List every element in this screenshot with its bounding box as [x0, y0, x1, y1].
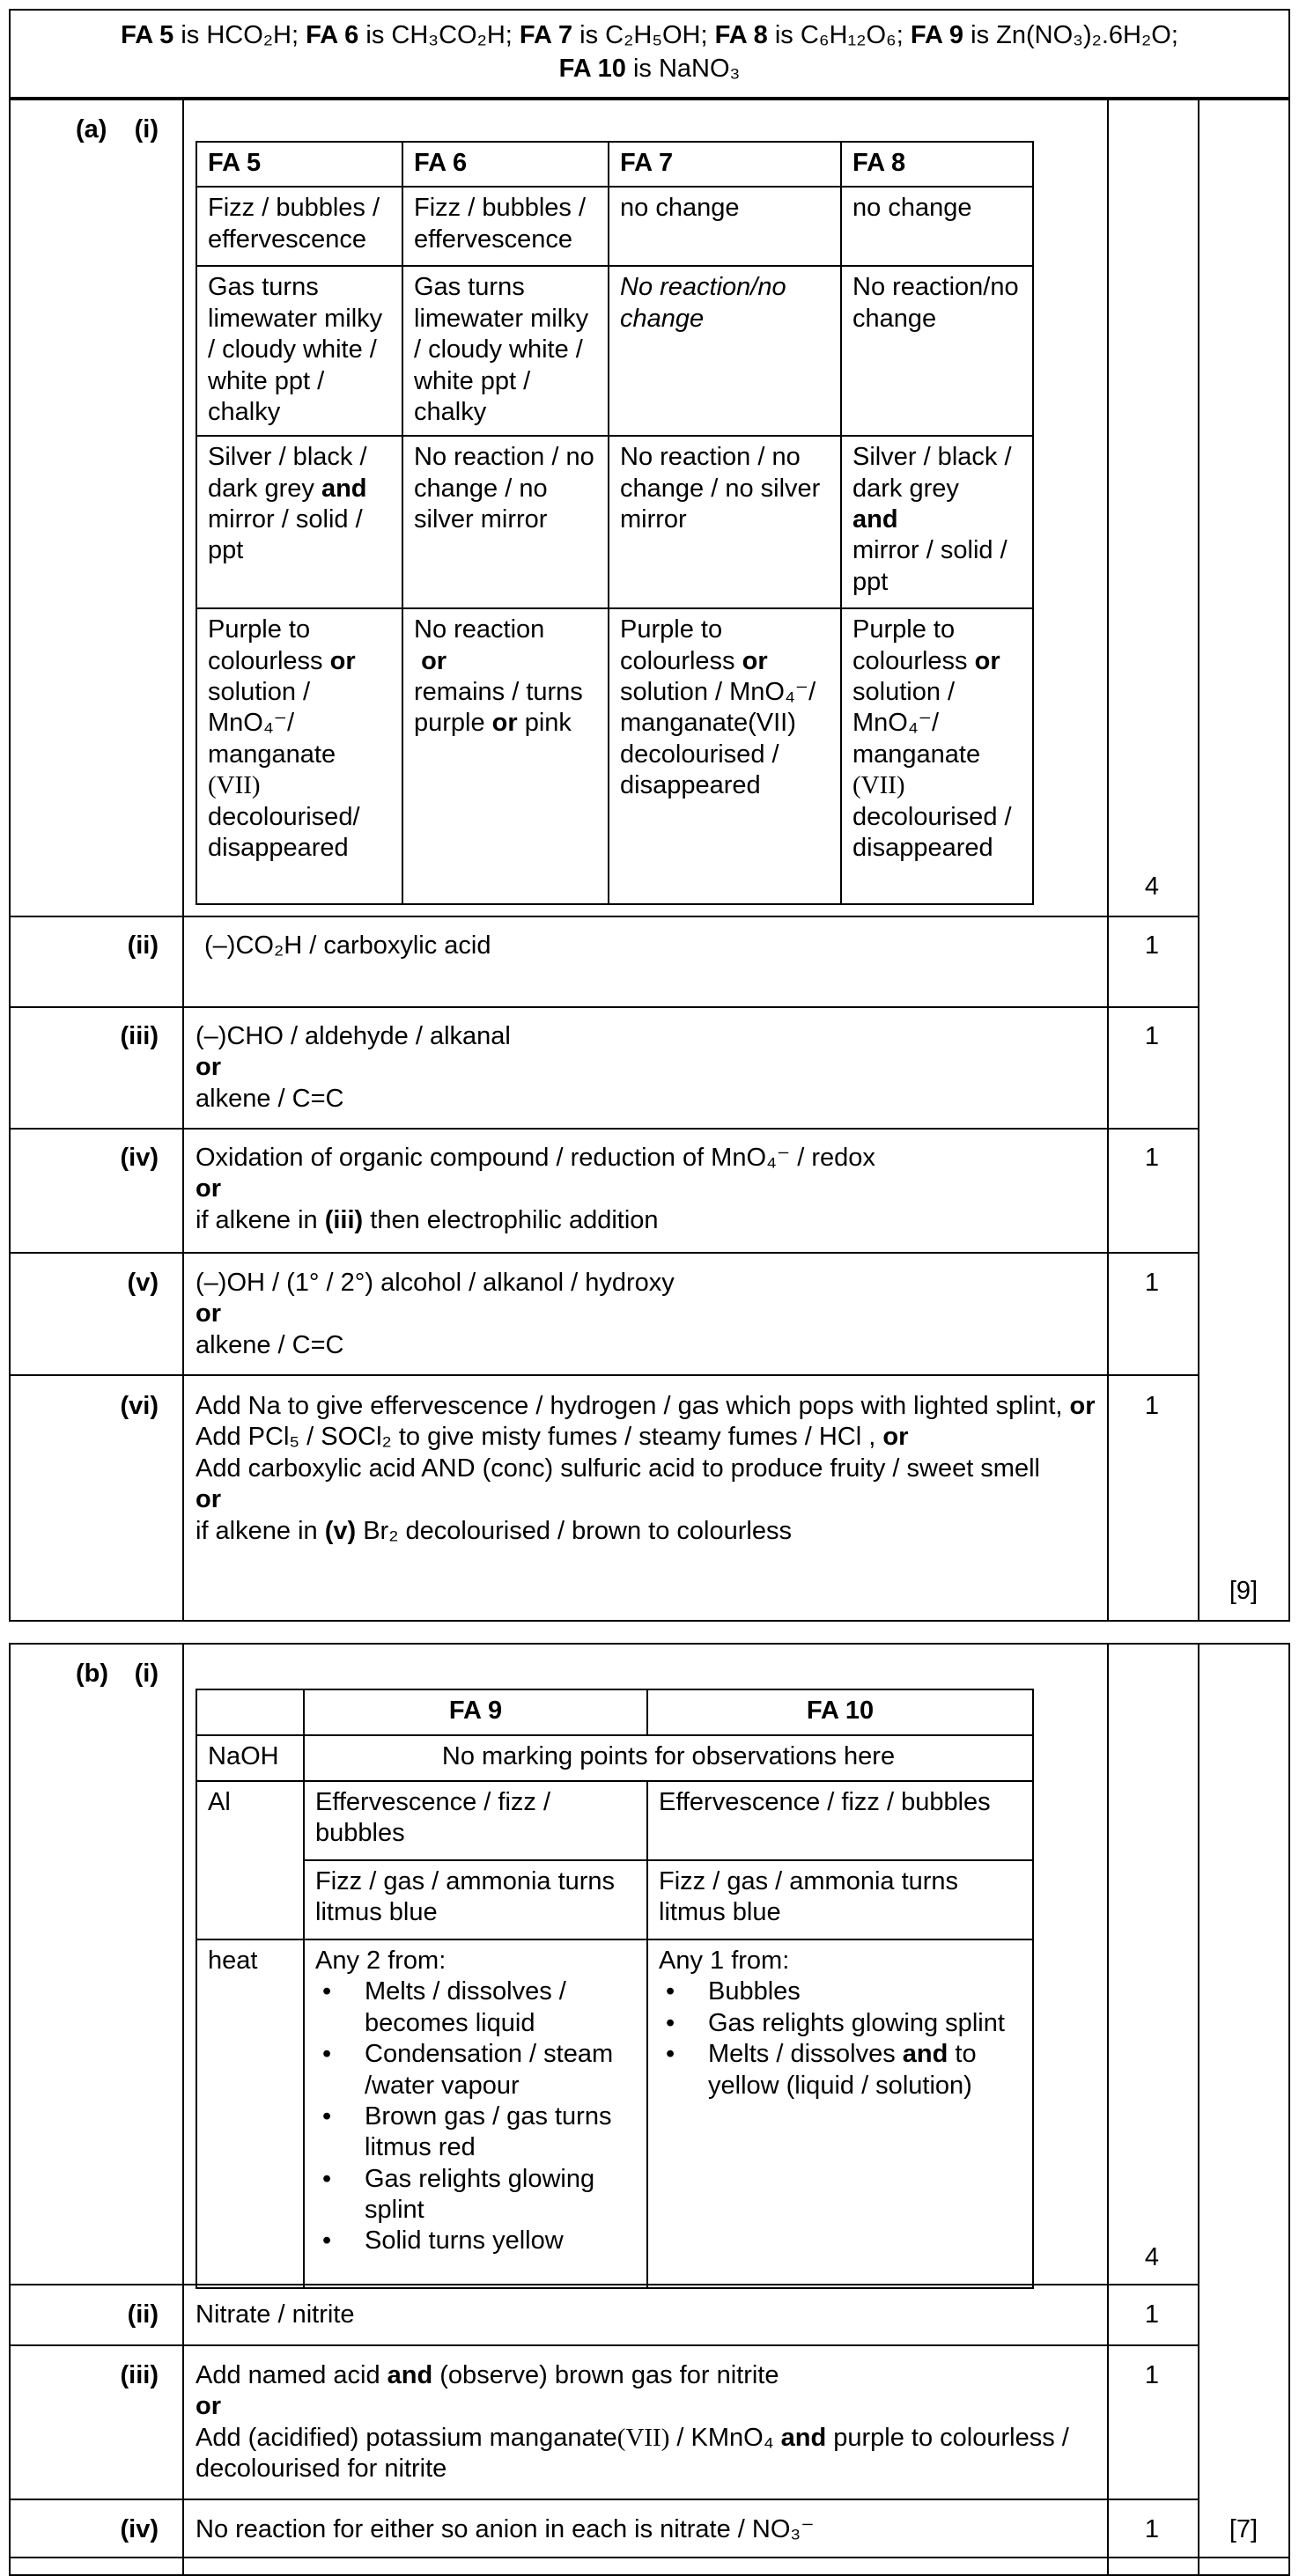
part-b-iv-answer: No reaction for either so anion in each is nitrate / NO₃⁻: [196, 2515, 815, 2543]
part-a-vi-label: (vi): [120, 1392, 159, 1420]
row-header-heat: heat: [196, 1939, 304, 2288]
list-item: • Gas relights glowing splint: [659, 2008, 1022, 2039]
heat-fa10-list: [659, 1976, 1022, 2101]
table-row: [196, 436, 1033, 608]
part-b-iii-mark: 1: [1144, 2361, 1160, 2389]
part-a-divider-total: [1198, 99, 1199, 1622]
table-cell: Any 1 from: • Bubbles • Gas relights glowing splint • Melts / dissolves and to yellow (liquid / solution): [647, 1939, 1033, 2288]
part-b-iv-mark: 1: [1144, 2515, 1160, 2543]
table-cell: No marking points for observations here: [304, 1735, 1033, 1781]
part-b-divider-mark: [1107, 1643, 1109, 2576]
table-cell: Fizz / bubbles / effervescence: [196, 187, 402, 266]
table-cell: Silver / black / dark grey and mirror / solid / ppt: [841, 436, 1033, 608]
table-cell: No reaction / no change / no silver mirror: [609, 436, 841, 608]
table-cell: Silver / black / dark grey and mirror / solid / ppt: [196, 436, 402, 608]
part-a-iii-answer: (–)CHO / aldehyde / alkanal or alkene / C=C: [196, 1022, 511, 1113]
fa8-label: FA 8: [714, 21, 768, 49]
table-cell: Effervescence / fizz / bubbles: [304, 1781, 647, 1860]
table-row: [196, 1735, 1033, 1781]
part-a-row-sep: [9, 1374, 1199, 1376]
list-item: • Melts / dissolves and to yellow (liquid / solution): [659, 2039, 1022, 2101]
part-a-i-label: (i): [134, 115, 159, 144]
part-a-vi-answer: Add Na to give effervescence / hydrogen / gas which pops with lighted splint, or Add PCl₅ / SOCl₂ to give misty fumes / steamy fumes / HCl , or Add carboxylic acid AND (conc) sulfuric acid to produce fruity / sweet smell or if alkene in (v) Br₂ decolourised / brown to colourless: [196, 1392, 1096, 1545]
table-header-row: [196, 142, 1033, 187]
table-cell: Gas turns limewater milky / cloudy white / white ppt / chalky: [402, 266, 609, 436]
part-a-total-mark: [9]: [1229, 1577, 1258, 1605]
part-a-iv-mark: 1: [1144, 1144, 1160, 1172]
part-a-iv-label: (iv): [120, 1144, 159, 1172]
fa5-label: FA 5: [121, 21, 174, 49]
part-a-ii-answer: (–)CO₂H / carboxylic acid: [204, 931, 491, 960]
table-cell: Fizz / gas / ammonia turns litmus blue: [304, 1860, 647, 1939]
part-b-label: (b): [76, 1660, 109, 1688]
list-item: • Brown gas / gas turns litmus red: [315, 2101, 636, 2164]
col-header-fa10: FA 10: [647, 1689, 1033, 1735]
table-cell: No reaction/no change: [609, 266, 841, 436]
part-b-iii-label: (iii): [120, 2361, 159, 2389]
col-header-fa7: FA 7: [609, 142, 841, 187]
list-item: • Solid turns yellow: [315, 2226, 636, 2256]
fa5-formula: HCO₂H: [206, 21, 292, 49]
list-item: • Bubbles: [659, 1976, 1022, 2007]
part-b-iii-answer: Add named acid and (observe) brown gas for nitrite or Add (acidified) potassium manganate(VII) / KMnO₄ and purple to colourless / decolourised for nitrite: [196, 2361, 1069, 2484]
table-row: [196, 1860, 1033, 1939]
table-cell: Effervescence / fizz / bubbles: [647, 1781, 1033, 1860]
table-row: [196, 187, 1033, 266]
fa9-formula: Zn(NO₃)₂.6H₂O: [996, 21, 1171, 49]
row-header-al: Al: [196, 1781, 304, 1939]
table-cell: Gas turns limewater milky / cloudy white / white ppt / chalky: [196, 266, 402, 436]
part-a-v-mark: 1: [1144, 1269, 1160, 1297]
part-b-total-mark: [7]: [1229, 2515, 1258, 2543]
table-cell: Purple to colourless or solution / MnO₄⁻/ manganate (VII) decolourised/ disappeared: [196, 608, 402, 904]
table-row: [196, 1781, 1033, 1860]
fa10-label: FA 10: [558, 54, 626, 83]
list-item: • Melts / dissolves / becomes liquid: [315, 1976, 636, 2039]
part-a-vi-mark: 1: [1144, 1392, 1160, 1420]
part-a-row-sep: [9, 1128, 1199, 1130]
part-b-ii-label: (ii): [127, 2300, 159, 2329]
fa8-formula: C₆H₁₂O₆: [800, 21, 897, 49]
part-a-label: (a): [76, 115, 107, 144]
part-a-iii-mark: 1: [1144, 1022, 1160, 1050]
part-a-iii-label: (iii): [120, 1022, 159, 1050]
part-b-ii-answer: Nitrate / nitrite: [196, 2300, 355, 2329]
part-b-divider-label: [182, 1643, 184, 2576]
table-cell: no change: [841, 187, 1033, 266]
fa6-formula: CH₃CO₂H: [391, 21, 506, 49]
part-b-i-label: (i): [134, 1660, 159, 1688]
table-cell: [196, 1689, 304, 1735]
list-item: • Condensation / steam /water vapour: [315, 2039, 636, 2101]
part-b-row-sep: [9, 2557, 1290, 2558]
part-b-iv-label: (iv): [120, 2515, 159, 2543]
table-cell: Purple to colourless or solution / MnO₄⁻/ manganate (VII) decolourised / disappeared: [841, 608, 1033, 904]
list-item: • Gas relights glowing splint: [315, 2164, 636, 2226]
part-b-ii-mark: 1: [1144, 2300, 1160, 2329]
part-a-iv-answer: Oxidation of organic compound / reduction of MnO₄⁻ / redox or if alkene in (iii) then electrophilic addition: [196, 1144, 875, 1234]
table-cell: No reaction / no change / no silver mirror: [402, 436, 609, 608]
part-a-row-sep: [9, 1252, 1199, 1254]
part-a-row-sep: [9, 1006, 1199, 1008]
col-header-fa6: FA 6: [402, 142, 609, 187]
part-a-observation-table: [196, 141, 1034, 905]
part-b-i-mark: 4: [1144, 2243, 1160, 2271]
table-cell: No reaction/no change: [841, 266, 1033, 436]
table-row: [196, 608, 1033, 904]
table-cell: Any 2 from: • Melts / dissolves / becomes liquid • Condensation / steam /water vapour • Brown gas / gas turns litmus red • Gas relights glowing splint • Solid turns yellow: [304, 1939, 647, 2288]
table-cell: Purple to colourless or solution / MnO₄⁻/ manganate(VII) decolourised / disappeared: [609, 608, 841, 904]
fa7-formula: C₂H₅OH: [605, 21, 701, 49]
part-a-ii-label: (ii): [127, 931, 159, 960]
table-row: [196, 1939, 1033, 2288]
part-a-ii-mark: 1: [1144, 931, 1160, 960]
formula-header: FA 5 is HCO₂H; FA 6 is CH₃CO₂H; FA 7 is C₂H₅OH; FA 8 is C₆H₁₂O₆; FA 9 is Zn(NO₃)₂.6H₂O; FA 10 is NaNO₃: [121, 21, 1178, 83]
part-b-divider-total: [1198, 1643, 1199, 2576]
table-cell: Fizz / bubbles / effervescence: [402, 187, 609, 266]
table-cell: No reaction or remains / turns purple or pink: [402, 608, 609, 904]
fa10-formula: NaNO₃: [658, 54, 741, 83]
table-cell: no change: [609, 187, 841, 266]
col-header-fa8: FA 8: [841, 142, 1033, 187]
table-header-row: [196, 1689, 1033, 1735]
fa6-label: FA 6: [306, 21, 359, 49]
heat-fa9-list: [315, 1976, 636, 2256]
row-header-naoh: NaOH: [196, 1735, 304, 1781]
col-header-fa9: FA 9: [304, 1689, 647, 1735]
fa7-label: FA 7: [519, 21, 573, 49]
part-a-divider-label: [182, 99, 184, 1622]
part-a-row-sep: [9, 916, 1199, 917]
part-b-row-sep: [9, 2499, 1199, 2500]
fa9-label: FA 9: [910, 21, 964, 49]
col-header-fa5: FA 5: [196, 142, 402, 187]
part-b-row-sep: [9, 2344, 1199, 2346]
table-cell: Fizz / gas / ammonia turns litmus blue: [647, 1860, 1033, 1939]
part-a-v-answer: (–)OH / (1° / 2°) alcohol / alkanol / hydroxy or alkene / C=C: [196, 1269, 675, 1359]
table-row: [196, 266, 1033, 436]
part-a-v-label: (v): [127, 1269, 159, 1297]
part-b-observation-table: [196, 1689, 1034, 2289]
part-a-i-mark: 4: [1144, 872, 1160, 901]
